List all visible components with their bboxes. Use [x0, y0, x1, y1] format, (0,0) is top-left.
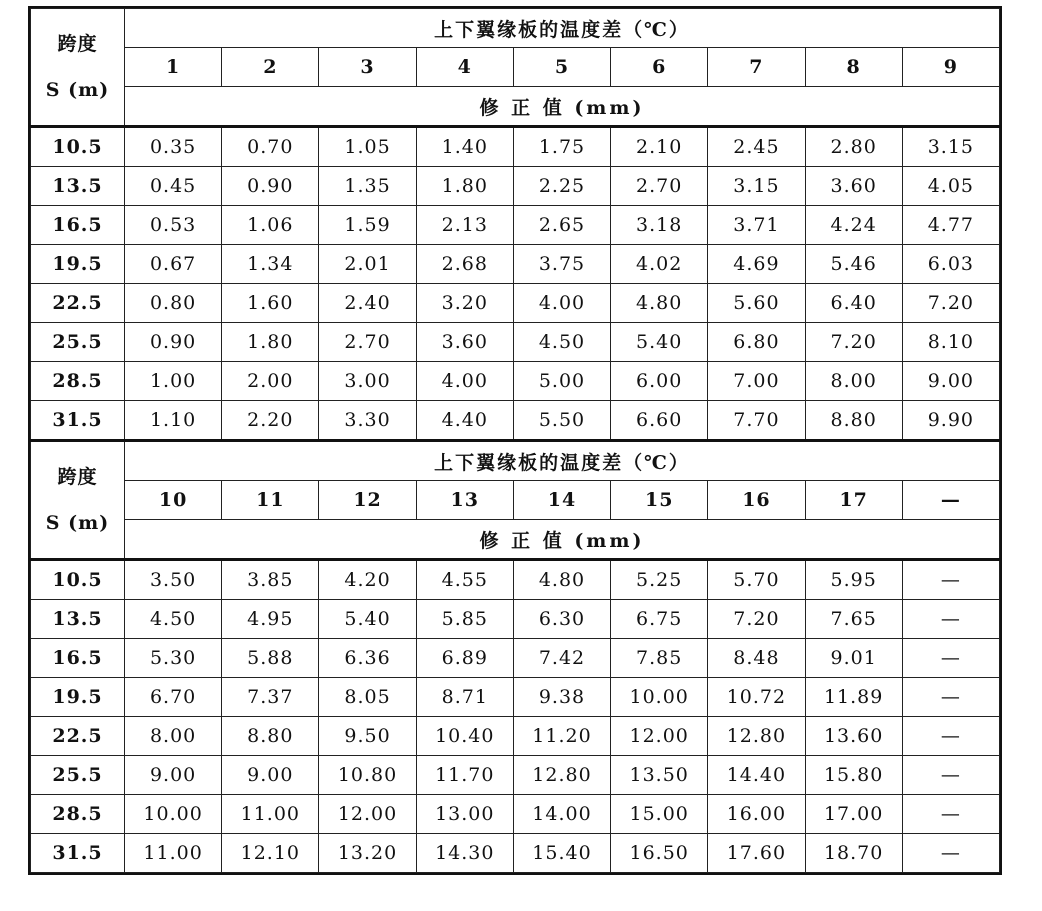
- temperature-value: 14: [513, 481, 610, 520]
- correction-value: 6.03: [902, 245, 999, 284]
- correction-value: 13.50: [611, 756, 708, 795]
- correction-value: 4.20: [319, 560, 416, 600]
- correction-value: 2.13: [416, 206, 513, 245]
- temperature-value: 5: [513, 48, 610, 87]
- table-row: [31, 834, 1000, 873]
- temperature-caption-row: [31, 9, 1000, 48]
- correction-value: 2.10: [611, 127, 708, 167]
- correction-value: 10.72: [708, 678, 805, 717]
- correction-value: 6.75: [611, 600, 708, 639]
- correction-value: 18.70: [805, 834, 902, 873]
- correction-value: —: [902, 639, 999, 678]
- span-value: 13.5: [31, 600, 125, 639]
- correction-value: 8.10: [902, 323, 999, 362]
- correction-value: —: [902, 560, 999, 600]
- correction-caption: 修 正 值 (mm): [125, 520, 1000, 560]
- correction-value: 12.00: [319, 795, 416, 834]
- span-label: 跨度: [57, 466, 98, 488]
- correction-value: 11.00: [222, 795, 319, 834]
- correction-value: 4.40: [416, 401, 513, 441]
- correction-value: 3.15: [708, 167, 805, 206]
- temperature-value: 13: [416, 481, 513, 520]
- correction-value: 6.30: [513, 600, 610, 639]
- correction-value: 8.80: [805, 401, 902, 441]
- correction-value: 17.60: [708, 834, 805, 873]
- temperature-value: 9: [902, 48, 999, 87]
- correction-value: 12.10: [222, 834, 319, 873]
- correction-value: 4.77: [902, 206, 999, 245]
- correction-value: 3.75: [513, 245, 610, 284]
- correction-value: 7.70: [708, 401, 805, 441]
- correction-value: 1.00: [125, 362, 222, 401]
- correction-value: 0.45: [125, 167, 222, 206]
- correction-value: 5.70: [708, 560, 805, 600]
- correction-value: 13.00: [416, 795, 513, 834]
- span-value: 31.5: [31, 401, 125, 441]
- correction-value: 15.00: [611, 795, 708, 834]
- correction-value: 14.00: [513, 795, 610, 834]
- temperature-value: —: [902, 481, 999, 520]
- correction-value: 7.20: [902, 284, 999, 323]
- span-value: 19.5: [31, 678, 125, 717]
- correction-value: —: [902, 834, 999, 873]
- table-row: [31, 639, 1000, 678]
- correction-value: 5.50: [513, 401, 610, 441]
- temperature-caption-row: [31, 441, 1000, 481]
- correction-value: —: [902, 717, 999, 756]
- correction-value: —: [902, 678, 999, 717]
- correction-value: 11.70: [416, 756, 513, 795]
- correction-value: —: [902, 600, 999, 639]
- correction-value: 12.80: [513, 756, 610, 795]
- correction-value: 4.95: [222, 600, 319, 639]
- table-body: [31, 9, 1000, 873]
- correction-value: 0.53: [125, 206, 222, 245]
- correction-value: 4.50: [513, 323, 610, 362]
- span-value: 25.5: [31, 323, 125, 362]
- correction-value: 4.24: [805, 206, 902, 245]
- table-row: [31, 600, 1000, 639]
- correction-value: 3.20: [416, 284, 513, 323]
- correction-value: 2.70: [319, 323, 416, 362]
- correction-value: 3.00: [319, 362, 416, 401]
- span-value: 13.5: [31, 167, 125, 206]
- temperature-value: 8: [805, 48, 902, 87]
- correction-value: 9.00: [125, 756, 222, 795]
- correction-value: 8.48: [708, 639, 805, 678]
- correction-value: 5.46: [805, 245, 902, 284]
- span-value: 19.5: [31, 245, 125, 284]
- temperature-caption: 上下翼缘板的温度差（℃）: [125, 441, 1000, 481]
- correction-value: 7.20: [805, 323, 902, 362]
- correction-value: —: [902, 756, 999, 795]
- correction-value: 5.40: [319, 600, 416, 639]
- correction-value: 1.10: [125, 401, 222, 441]
- correction-value: 7.42: [513, 639, 610, 678]
- correction-value: 7.20: [708, 600, 805, 639]
- correction-value: 14.40: [708, 756, 805, 795]
- span-value: 22.5: [31, 284, 125, 323]
- correction-value: 0.67: [125, 245, 222, 284]
- span-value: 10.5: [31, 127, 125, 167]
- correction-value: 3.15: [902, 127, 999, 167]
- table-row: [31, 206, 1000, 245]
- correction-value: 4.00: [513, 284, 610, 323]
- correction-value: 9.50: [319, 717, 416, 756]
- correction-value: 9.00: [902, 362, 999, 401]
- temperature-value: 16: [708, 481, 805, 520]
- correction-value: 4.02: [611, 245, 708, 284]
- correction-value: 2.45: [708, 127, 805, 167]
- correction-value: 5.95: [805, 560, 902, 600]
- correction-value: —: [902, 795, 999, 834]
- correction-value: 11.20: [513, 717, 610, 756]
- correction-value: 6.40: [805, 284, 902, 323]
- temperature-values-row: [31, 481, 1000, 520]
- correction-value: 4.80: [513, 560, 610, 600]
- correction-value: 6.60: [611, 401, 708, 441]
- correction-value: 3.60: [416, 323, 513, 362]
- correction-value: 13.20: [319, 834, 416, 873]
- correction-table: [30, 8, 1000, 873]
- span-unit: S (m): [45, 79, 110, 101]
- temperature-value: 12: [319, 481, 416, 520]
- correction-value: 1.05: [319, 127, 416, 167]
- correction-value: 1.59: [319, 206, 416, 245]
- correction-value: 11.00: [125, 834, 222, 873]
- correction-table-sheet: [28, 6, 1002, 875]
- correction-value: 6.89: [416, 639, 513, 678]
- correction-value: 8.00: [125, 717, 222, 756]
- temperature-value: 3: [319, 48, 416, 87]
- correction-caption-row: [31, 520, 1000, 560]
- correction-value: 3.30: [319, 401, 416, 441]
- correction-value: 1.40: [416, 127, 513, 167]
- correction-value: 0.80: [125, 284, 222, 323]
- table-row: [31, 323, 1000, 362]
- span-value: 31.5: [31, 834, 125, 873]
- span-value: 25.5: [31, 756, 125, 795]
- correction-value: 9.38: [513, 678, 610, 717]
- table-row: [31, 678, 1000, 717]
- correction-value: 8.80: [222, 717, 319, 756]
- correction-value: 12.00: [611, 717, 708, 756]
- correction-value: 2.80: [805, 127, 902, 167]
- correction-value: 4.69: [708, 245, 805, 284]
- correction-value: 2.00: [222, 362, 319, 401]
- temperature-value: 17: [805, 481, 902, 520]
- correction-caption-row: [31, 87, 1000, 127]
- correction-value: 9.01: [805, 639, 902, 678]
- correction-value: 6.00: [611, 362, 708, 401]
- table-row: [31, 362, 1000, 401]
- correction-value: 1.06: [222, 206, 319, 245]
- correction-value: 2.25: [513, 167, 610, 206]
- span-value: 28.5: [31, 362, 125, 401]
- correction-value: 10.00: [125, 795, 222, 834]
- correction-value: 8.71: [416, 678, 513, 717]
- correction-value: 4.00: [416, 362, 513, 401]
- correction-value: 0.35: [125, 127, 222, 167]
- table-row: [31, 717, 1000, 756]
- correction-value: 10.00: [611, 678, 708, 717]
- correction-value: 7.65: [805, 600, 902, 639]
- table-row: [31, 756, 1000, 795]
- correction-value: 16.50: [611, 834, 708, 873]
- correction-value: 1.60: [222, 284, 319, 323]
- span-header-cell: [31, 441, 125, 560]
- correction-value: 1.80: [222, 323, 319, 362]
- correction-value: 15.40: [513, 834, 610, 873]
- correction-value: 1.80: [416, 167, 513, 206]
- correction-value: 5.85: [416, 600, 513, 639]
- temperature-values-row: [31, 48, 1000, 87]
- correction-value: 7.00: [708, 362, 805, 401]
- correction-value: 10.40: [416, 717, 513, 756]
- correction-value: 10.80: [319, 756, 416, 795]
- correction-value: 4.05: [902, 167, 999, 206]
- correction-value: 8.05: [319, 678, 416, 717]
- table-row: [31, 245, 1000, 284]
- correction-caption: 修 正 值 (mm): [125, 87, 1000, 127]
- correction-value: 5.25: [611, 560, 708, 600]
- temperature-value: 4: [416, 48, 513, 87]
- correction-value: 1.75: [513, 127, 610, 167]
- span-value: 22.5: [31, 717, 125, 756]
- correction-value: 6.36: [319, 639, 416, 678]
- correction-value: 1.34: [222, 245, 319, 284]
- correction-value: 2.65: [513, 206, 610, 245]
- temperature-value: 15: [611, 481, 708, 520]
- correction-value: 3.18: [611, 206, 708, 245]
- correction-value: 3.85: [222, 560, 319, 600]
- correction-value: 7.37: [222, 678, 319, 717]
- correction-value: 3.71: [708, 206, 805, 245]
- correction-value: 2.68: [416, 245, 513, 284]
- correction-value: 15.80: [805, 756, 902, 795]
- correction-value: 16.00: [708, 795, 805, 834]
- span-unit: S (m): [45, 512, 110, 534]
- correction-value: 2.20: [222, 401, 319, 441]
- correction-value: 0.90: [222, 167, 319, 206]
- table-row: [31, 127, 1000, 167]
- span-value: 10.5: [31, 560, 125, 600]
- correction-value: 5.00: [513, 362, 610, 401]
- temperature-value: 1: [125, 48, 222, 87]
- correction-value: 3.60: [805, 167, 902, 206]
- temperature-value: 7: [708, 48, 805, 87]
- correction-value: 2.01: [319, 245, 416, 284]
- correction-value: 6.70: [125, 678, 222, 717]
- correction-value: 11.89: [805, 678, 902, 717]
- correction-value: 2.70: [611, 167, 708, 206]
- correction-value: 7.85: [611, 639, 708, 678]
- temperature-value: 10: [125, 481, 222, 520]
- correction-value: 0.70: [222, 127, 319, 167]
- correction-value: 2.40: [319, 284, 416, 323]
- correction-value: 3.50: [125, 560, 222, 600]
- correction-value: 12.80: [708, 717, 805, 756]
- span-label: 跨度: [57, 33, 98, 55]
- span-value: 28.5: [31, 795, 125, 834]
- correction-value: 17.00: [805, 795, 902, 834]
- span-value: 16.5: [31, 206, 125, 245]
- span-value: 16.5: [31, 639, 125, 678]
- correction-value: 4.50: [125, 600, 222, 639]
- correction-value: 0.90: [125, 323, 222, 362]
- correction-value: 5.30: [125, 639, 222, 678]
- temperature-value: 11: [222, 481, 319, 520]
- table-row: [31, 795, 1000, 834]
- table-row: [31, 401, 1000, 441]
- temperature-value: 2: [222, 48, 319, 87]
- span-header-cell: [31, 9, 125, 127]
- table-row: [31, 284, 1000, 323]
- correction-value: 8.00: [805, 362, 902, 401]
- temperature-value: 6: [611, 48, 708, 87]
- correction-value: 4.55: [416, 560, 513, 600]
- correction-value: 9.00: [222, 756, 319, 795]
- table-row: [31, 167, 1000, 206]
- temperature-caption: 上下翼缘板的温度差（℃）: [125, 9, 1000, 48]
- correction-value: 5.40: [611, 323, 708, 362]
- correction-value: 13.60: [805, 717, 902, 756]
- correction-value: 14.30: [416, 834, 513, 873]
- correction-value: 6.80: [708, 323, 805, 362]
- table-row: [31, 560, 1000, 600]
- correction-value: 5.60: [708, 284, 805, 323]
- correction-value: 1.35: [319, 167, 416, 206]
- correction-value: 9.90: [902, 401, 999, 441]
- correction-value: 4.80: [611, 284, 708, 323]
- correction-value: 5.88: [222, 639, 319, 678]
